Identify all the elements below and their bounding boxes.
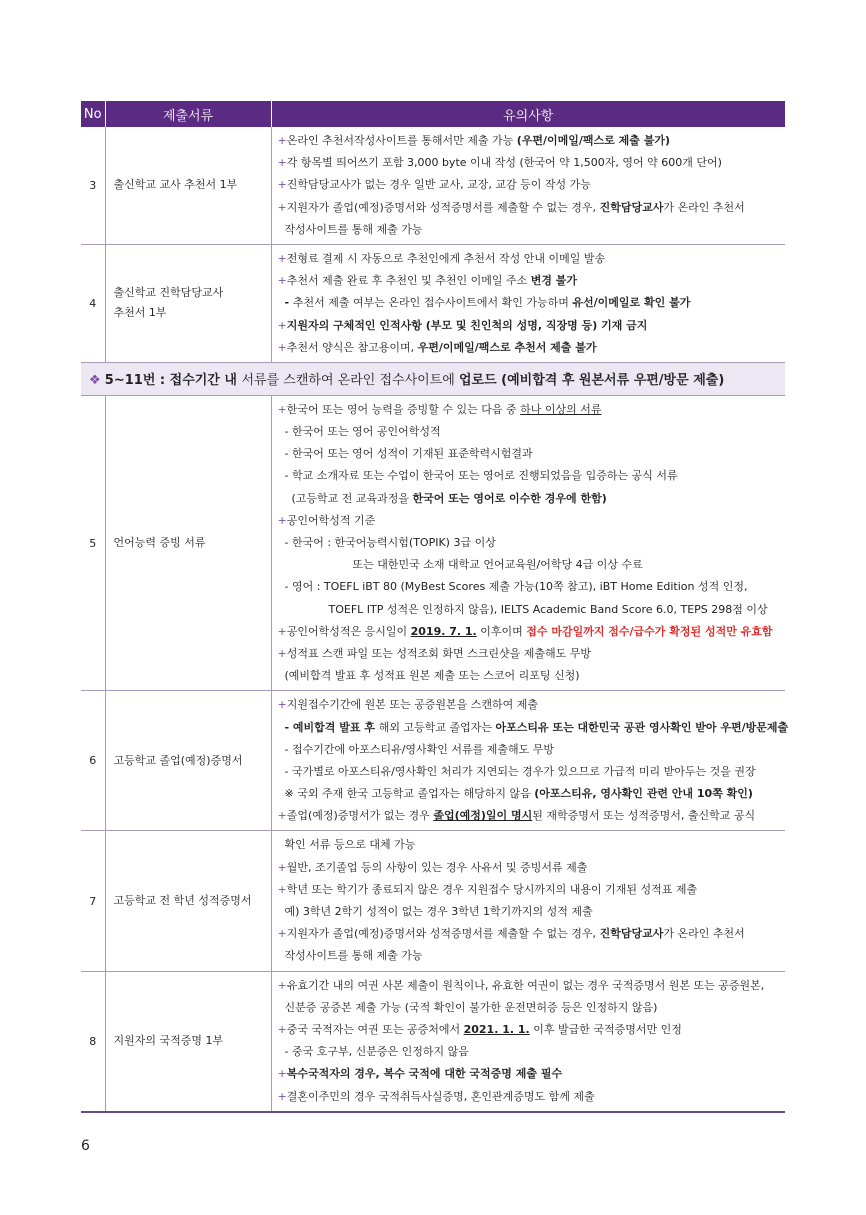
plus-bullet-icon: + <box>277 927 287 941</box>
text-segment: 진학담당교사 <box>599 927 664 941</box>
plus-bullet-icon: + <box>277 698 287 712</box>
text-segment: 공인어학성적 기준 <box>286 513 376 527</box>
document-name-line: 추천서 1부 <box>113 306 167 320</box>
plus-bullet-icon: + <box>277 860 287 874</box>
note-line <box>278 997 786 1019</box>
note-line <box>278 879 786 901</box>
text-segment: 하나 이상의 서류 <box>520 402 602 416</box>
text-segment: - 국가별로 아포스티유/영사확인 처리가 지연되는 경우가 있으므로 가급적 미리 받아두는 것을 권장 <box>284 764 756 778</box>
note-line <box>278 805 786 827</box>
text-segment: - 한국어 또는 영어 성적이 기재된 표준학력시험결과 <box>284 447 533 461</box>
text-segment: 신분증 공증본 제출 가능 (국적 확인이 불가한 운전면허증 등은 인정하지 않음) <box>284 1000 658 1014</box>
text-segment: 중국 국적자는 여권 또는 공증처에서 <box>286 1022 464 1036</box>
text-segment: 추천서 제출 완료 후 추천인 및 추천인 이메일 주소 <box>286 274 531 288</box>
note-line <box>278 510 786 532</box>
plus-bullet-icon: + <box>277 882 287 896</box>
text-segment: 지원자가 졸업(예정)증명서와 성적증명서를 제출할 수 없는 경우, <box>286 200 600 214</box>
note-line <box>278 554 786 576</box>
notes-cell <box>271 971 785 1112</box>
requirements-table <box>81 101 789 1113</box>
text-segment: - <box>284 296 293 310</box>
text-segment: 학년 또는 학기가 종료되지 않은 경우 지원접수 당시까지의 내용이 기재된 성적표 제출 <box>286 882 698 896</box>
text-segment: - 영어 : TOEFL iBT 80 (MyBest Scores 제출 가능(10쪽 참고), iBT Home Edition 성적 인정, <box>284 580 748 594</box>
note-line <box>278 783 786 805</box>
text-segment: 졸업(예정)증명서가 없는 경우 <box>286 809 434 823</box>
note-line <box>278 152 786 174</box>
text-segment: 서류를 스캔하여 온라인 접수사이트에 <box>241 373 459 389</box>
page-number: 6 <box>81 1138 90 1154</box>
text-segment: - 접수기간에 아포스티유/영사확인 서류를 제출해도 무방 <box>284 742 555 756</box>
plus-bullet-icon: + <box>277 340 287 354</box>
notes-cell <box>271 244 785 362</box>
header-notes: 유의사항 <box>271 101 785 127</box>
note-line <box>278 443 786 465</box>
note-line <box>278 643 786 665</box>
note-line <box>278 923 786 945</box>
row-number: 5 <box>81 395 105 690</box>
note-line <box>278 1063 786 1085</box>
text-segment: 추천서 양식은 참고용이며, <box>286 340 418 354</box>
note-line <box>278 399 786 421</box>
note-line <box>278 739 786 761</box>
plus-bullet-icon: + <box>277 274 287 288</box>
table-row <box>81 831 785 971</box>
text-segment: 진학담당교사 <box>599 200 664 214</box>
text-segment: (예비합격 발표 후 성적표 원본 제출 또는 스코어 리포팅 신청) <box>284 669 580 683</box>
text-segment: 온라인 추천서작성사이트를 통해서만 제출 가능 <box>286 134 517 147</box>
note-line <box>278 1086 786 1108</box>
plus-bullet-icon: + <box>277 251 287 265</box>
text-segment: 월반, 조기졸업 등의 사항이 있는 경우 사유서 및 증빙서류 제출 <box>286 860 588 874</box>
diamond-icon: ❖ <box>89 373 101 389</box>
document-name-line: 출신학교 진학담당교사 <box>113 286 224 300</box>
section-banner-text <box>105 373 724 388</box>
document-name <box>105 244 271 362</box>
plus-bullet-icon: + <box>277 200 287 214</box>
text-segment: 된 재학증명서 또는 성적증명서, 출신학교 공식 <box>532 809 756 823</box>
text-segment: 지원자의 구체적인 인적사항 (부모 및 친인척의 성명, 직장명 등) 기재 금지 <box>286 318 648 332</box>
section-banner-cell <box>81 362 785 395</box>
table-row <box>81 395 785 690</box>
row-number: 4 <box>81 244 105 362</box>
plus-bullet-icon: + <box>277 1089 287 1103</box>
note-line <box>278 219 786 241</box>
note-line <box>278 945 786 967</box>
row-number: 7 <box>81 831 105 971</box>
document-name <box>105 691 271 831</box>
text-segment: 유선/이메일로 확인 불가 <box>572 296 691 310</box>
note-line <box>278 975 786 997</box>
text-segment: 우편/이메일/팩스로 추천서 제출 불가 <box>417 340 597 354</box>
notes-cell <box>271 127 785 244</box>
text-segment: - 학교 소개자료 또는 수업이 한국어 또는 영어로 진행되었음을 입증하는 공식 서류 <box>284 469 678 483</box>
note-line <box>278 292 786 314</box>
text-segment: - 한국어 또는 영어 공인어학성적 <box>284 425 441 439</box>
notes-cell <box>271 691 789 831</box>
plus-bullet-icon: + <box>277 156 287 170</box>
notes-cell <box>271 395 785 690</box>
note-line <box>278 421 786 443</box>
document-name <box>105 127 271 244</box>
text-segment: 지원자가 졸업(예정)증명서와 성적증명서를 제출할 수 없는 경우, <box>286 927 600 941</box>
text-segment: 졸업(예정)일이 명시 <box>433 809 533 823</box>
document-name-line: 고등학교 전 학년 성적증명서 <box>113 894 252 907</box>
note-line <box>278 599 786 621</box>
note-line <box>278 532 786 554</box>
header-no: No <box>81 101 105 127</box>
note-line <box>278 621 786 643</box>
note-line <box>278 576 786 598</box>
document-name-line: 언어능력 증빙 서류 <box>113 536 206 550</box>
note-line <box>278 1019 786 1041</box>
note-line <box>278 315 786 337</box>
text-segment: 2019. 7. 1. <box>410 624 477 638</box>
document-name-line: 고등학교 졸업(예정)증명서 <box>113 753 243 767</box>
text-segment: - 중국 호구부, 신분증은 인정하지 않음 <box>284 1045 469 1059</box>
text-segment: 작성사이트를 통해 제출 가능 <box>284 222 423 236</box>
note-line <box>278 465 786 487</box>
plus-bullet-icon: + <box>277 402 287 416</box>
text-segment: 이후이며 <box>476 624 527 638</box>
plus-bullet-icon: + <box>277 134 287 147</box>
section-banner <box>81 362 785 395</box>
document-name <box>105 831 271 971</box>
plus-bullet-icon: + <box>277 1022 287 1036</box>
plus-bullet-icon: + <box>277 1067 287 1081</box>
text-segment: 추천서 제출 여부는 온라인 접수사이트에서 확인 가능하며 <box>292 296 573 310</box>
note-line <box>278 130 786 152</box>
text-segment: TOEFL ITP 성적은 인정하지 않음), IELTS Academic Band Score 6.0, TEPS 298점 이상 <box>328 602 768 616</box>
text-segment: ※ 국외 주재 한국 고등학교 졸업자는 해당하지 않음 <box>284 787 535 801</box>
text-segment: 한국어 또는 영어 능력을 증빙할 수 있는 다음 중 <box>286 402 521 416</box>
table-row <box>81 244 785 362</box>
text-segment: - 예비합격 발표 후 <box>284 720 379 734</box>
text-segment: 각 항목별 띄어쓰기 포함 3,000 byte 이내 작성 (한국어 약 1,500자, 영어 약 600개 단어) <box>286 156 722 170</box>
table-header <box>81 101 785 127</box>
note-line <box>278 270 786 292</box>
text-segment: (우편/이메일/팩스로 제출 불가) <box>516 134 670 147</box>
note-line <box>278 717 789 739</box>
text-segment: 가 온라인 추천서 <box>663 927 745 941</box>
plus-bullet-icon: + <box>277 646 287 660</box>
text-segment: 또는 대한민국 소재 대학교 언어교육원/어학당 4급 이상 수료 <box>352 558 643 572</box>
text-segment: 복수국적자의 경우, 복수 국적에 대한 국적증명 제출 필수 <box>286 1067 563 1081</box>
plus-bullet-icon: + <box>277 978 287 992</box>
text-segment: - 한국어 : 한국어능력시험(TOPIK) 3급 이상 <box>284 536 496 549</box>
plus-bullet-icon: + <box>277 178 287 192</box>
text-segment: (고등학교 전 교육과정을 <box>284 491 413 505</box>
table-row <box>81 127 785 244</box>
note-line <box>278 174 786 196</box>
text-segment: 가 온라인 추천서 <box>663 200 745 214</box>
text-segment: 결혼이주민의 경우 국적취득사실증명, 혼인관계증명도 함께 제출 <box>286 1089 595 1103</box>
plus-bullet-icon: + <box>277 809 287 823</box>
note-line <box>278 901 786 923</box>
text-segment: 해외 고등학교 졸업자는 <box>378 720 496 734</box>
document-name-line: 지원자의 국적증명 1부 <box>113 1034 224 1048</box>
note-line <box>278 665 786 687</box>
document-name <box>105 971 271 1112</box>
text-segment: 진학담당교사가 없는 경우 일반 교사, 교장, 교감 등이 작성 가능 <box>286 178 591 192</box>
text-segment: 접수 마감일까지 점수/급수가 확정된 성적만 유효함 <box>526 624 773 638</box>
text-segment: 2021. 1. 1. <box>463 1022 530 1036</box>
note-line <box>278 834 786 856</box>
text-segment: 유효기간 내의 여권 사본 제출이 원칙이나, 유효한 여권이 없는 경우 국적증명서 원본 또는 공증원본, <box>286 978 765 992</box>
row-number: 6 <box>81 691 105 831</box>
note-line <box>278 488 786 510</box>
row-number: 3 <box>81 127 105 244</box>
note-line <box>278 1041 786 1063</box>
plus-bullet-icon: + <box>277 318 287 332</box>
text-segment: 예) 3학년 2학기 성적이 없는 경우 3학년 1학기까지의 성적 제출 <box>284 905 593 918</box>
text-segment: 확인 서류 등으로 대체 가능 <box>284 838 416 852</box>
note-line <box>278 248 786 270</box>
text-segment: 이후 발급한 국적증명서만 인정 <box>529 1022 682 1036</box>
text-segment: 변경 불가 <box>530 274 578 288</box>
text-segment: 작성사이트를 통해 제출 가능 <box>284 949 423 963</box>
note-line <box>278 197 786 219</box>
text-segment: 한국어 또는 영어로 이수한 경우에 한함) <box>412 491 607 505</box>
plus-bullet-icon: + <box>277 513 287 527</box>
text-segment: 업로드 (예비합격 후 원본서류 우편/방문 제출) <box>458 373 725 389</box>
note-line <box>278 761 786 783</box>
notes-cell <box>271 831 785 971</box>
table-row <box>81 691 785 831</box>
text-segment: 공인어학성적은 응시일이 <box>286 624 411 638</box>
plus-bullet-icon: + <box>277 624 287 638</box>
table-row <box>81 971 785 1112</box>
document-name-line: 출신학교 교사 추천서 1부 <box>113 178 238 192</box>
text-segment: 5~11번 : 접수기간 내 <box>104 373 242 389</box>
note-line <box>278 337 786 359</box>
text-segment: 아포스티유 또는 대한민국 공관 영사확인 받아 우편/방문제출 <box>495 720 789 734</box>
row-number: 8 <box>81 971 105 1112</box>
document-name <box>105 395 271 690</box>
text-segment: 전형료 결제 시 자동으로 추천인에게 추천서 작성 안내 이메일 발송 <box>286 251 606 265</box>
header-doc: 제출서류 <box>105 101 271 127</box>
text-segment: 지원접수기간에 원본 또는 공증원본을 스캔하여 제출 <box>286 698 538 712</box>
text-segment: 성적표 스캔 파일 또는 성적조회 화면 스크린샷을 제출해도 무방 <box>286 646 591 660</box>
note-line <box>278 857 786 879</box>
note-line <box>278 694 786 716</box>
text-segment: (아포스티유, 영사확인 관련 안내 10쪽 확인) <box>534 787 753 801</box>
